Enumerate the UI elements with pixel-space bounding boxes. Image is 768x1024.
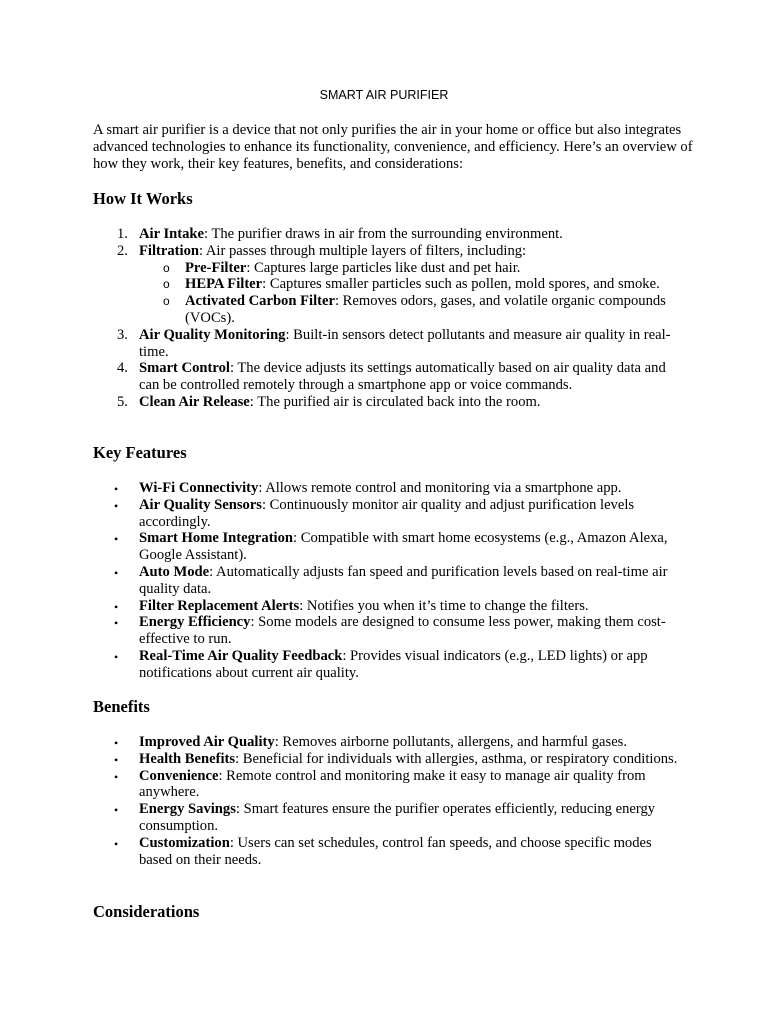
item-text: : Smart features ensure the purifier operates efficiently, reducing energy consumption. bbox=[139, 801, 656, 834]
intro-paragraph: A smart air purifier is a device that not only purifies the air in your home or office but also integrates advanced technologies to enhance its functionality, convenience, and efficiency. Here’s an overview of how they work, their key features, benefits, and considerations: bbox=[93, 122, 693, 172]
circle-bullet-icon: o bbox=[163, 294, 170, 309]
item-term: Air Quality Sensors bbox=[139, 496, 262, 513]
item-text: : Automatically adjusts fan speed and purification levels based on real-time air quality data. bbox=[139, 563, 668, 597]
heading-benefits: Benefits bbox=[93, 697, 150, 716]
item-term: Real-Time Air Quality Feedback bbox=[139, 647, 343, 664]
item-term: Activated Carbon Filter bbox=[185, 293, 335, 310]
item-term: Filter Replacement Alerts bbox=[139, 597, 300, 614]
item-term: Energy Savings bbox=[139, 801, 236, 818]
document-title: SMART AIR PURIFIER bbox=[319, 88, 449, 102]
item-term: Convenience bbox=[139, 767, 219, 784]
item-text: : Compatible with smart home ecosystems (e.g., Amazon Alexa, Google Assistant). bbox=[139, 530, 668, 564]
item-text: : Provides visual indicators (e.g., LED lights) or app notifications about current air quality. bbox=[139, 647, 648, 681]
list-item bbox=[93, 394, 683, 411]
list-item bbox=[93, 564, 683, 598]
list-item bbox=[93, 801, 683, 835]
item-term: Customization bbox=[139, 834, 230, 851]
item-text: : Users can set schedules, control fan speeds, and choose specific modes based on their needs. bbox=[139, 834, 652, 868]
bullet-icon: • bbox=[114, 752, 119, 767]
item-text: : Continuously monitor air quality and adjust purification levels accordingly. bbox=[139, 496, 635, 530]
bullet-icon: • bbox=[114, 803, 119, 818]
item-text: : Built-in sensors detect pollutants and measure air quality in real-time. bbox=[139, 326, 671, 360]
item-term: Health Benefits bbox=[139, 750, 236, 767]
sub-list-item bbox=[139, 260, 683, 277]
item-term: Smart Home Integration bbox=[139, 530, 294, 547]
item-term: Wi-Fi Connectivity bbox=[139, 480, 259, 496]
list-item bbox=[93, 480, 683, 497]
list-item bbox=[93, 648, 683, 682]
item-term: Energy Efficiency bbox=[139, 614, 251, 631]
item-term: Clean Air Release bbox=[139, 393, 250, 410]
benefits-list bbox=[93, 734, 683, 868]
item-text: : Removes airborne pollutants, allergens, and harmful gases. bbox=[274, 734, 628, 750]
bullet-icon: • bbox=[114, 736, 119, 750]
list-item bbox=[93, 734, 683, 751]
bullet-icon: • bbox=[114, 616, 119, 631]
bullet-icon: • bbox=[114, 649, 119, 664]
list-number: 1. bbox=[117, 226, 128, 242]
how-it-works-list bbox=[93, 226, 683, 411]
item-text: : Notifies you when it’s time to change the filters. bbox=[299, 597, 589, 614]
list-item bbox=[93, 360, 683, 394]
list-number: 3. bbox=[117, 326, 128, 343]
item-text: : The device adjusts its settings automatically based on air quality data and can be controlled remotely through a smartphone app or voice commands. bbox=[139, 360, 666, 394]
bullet-icon: • bbox=[114, 532, 119, 547]
item-term: Pre-Filter bbox=[185, 259, 247, 276]
filter-sublist bbox=[139, 260, 683, 327]
list-item bbox=[93, 751, 683, 768]
bullet-icon: • bbox=[114, 498, 119, 513]
item-text: : Air passes through multiple layers of filters, including: bbox=[199, 242, 527, 259]
item-term: Smart Control bbox=[139, 360, 230, 377]
item-text: : Captures smaller particles such as pollen, mold spores, and smoke. bbox=[262, 276, 660, 293]
bullet-icon: • bbox=[114, 482, 119, 496]
list-item bbox=[93, 768, 683, 802]
list-item bbox=[93, 598, 683, 615]
item-term: Auto Mode bbox=[139, 563, 210, 580]
list-item bbox=[93, 614, 683, 648]
list-number: 2. bbox=[117, 242, 128, 259]
list-item bbox=[93, 226, 683, 243]
heading-considerations: Considerations bbox=[93, 902, 200, 921]
item-text: : Allows remote control and monitoring via a smartphone app. bbox=[258, 480, 622, 496]
heading-key-features: Key Features bbox=[93, 443, 187, 462]
bullet-icon: • bbox=[114, 599, 119, 614]
key-features-list bbox=[93, 480, 683, 682]
item-term: Improved Air Quality bbox=[139, 734, 275, 750]
item-term: HEPA Filter bbox=[185, 276, 263, 293]
item-text: : Captures large particles like dust and pet hair. bbox=[246, 259, 521, 276]
item-term: Air Intake bbox=[139, 226, 205, 242]
list-item bbox=[93, 497, 683, 531]
list-number: 4. bbox=[117, 360, 128, 377]
item-text: : Beneficial for individuals with allergies, asthma, or respiratory conditions. bbox=[235, 750, 678, 767]
circle-bullet-icon: o bbox=[163, 277, 170, 292]
list-item bbox=[93, 327, 683, 361]
sub-list-item bbox=[139, 276, 683, 293]
item-text: : Removes odors, gases, and volatile organic compounds (VOCs). bbox=[185, 293, 666, 326]
bullet-icon: • bbox=[114, 769, 119, 784]
heading-how-it-works: How It Works bbox=[93, 189, 193, 208]
circle-bullet-icon: o bbox=[163, 260, 170, 275]
list-item bbox=[93, 243, 683, 327]
bullet-icon: • bbox=[114, 836, 119, 851]
item-term: Filtration bbox=[139, 242, 199, 259]
item-text: : Remote control and monitoring make it easy to manage air quality from anywhere. bbox=[139, 767, 646, 801]
item-text: : The purified air is circulated back into the room. bbox=[249, 393, 541, 410]
item-term: Air Quality Monitoring bbox=[139, 326, 286, 343]
list-item bbox=[93, 530, 683, 564]
bullet-icon: • bbox=[114, 565, 119, 580]
list-number: 5. bbox=[117, 393, 128, 410]
item-text: : Some models are designed to consume less power, making them cost-effective to run. bbox=[139, 614, 666, 648]
item-text: : The purifier draws in air from the surrounding environment. bbox=[204, 226, 563, 242]
list-item bbox=[93, 835, 683, 869]
sub-list-item bbox=[139, 293, 683, 327]
